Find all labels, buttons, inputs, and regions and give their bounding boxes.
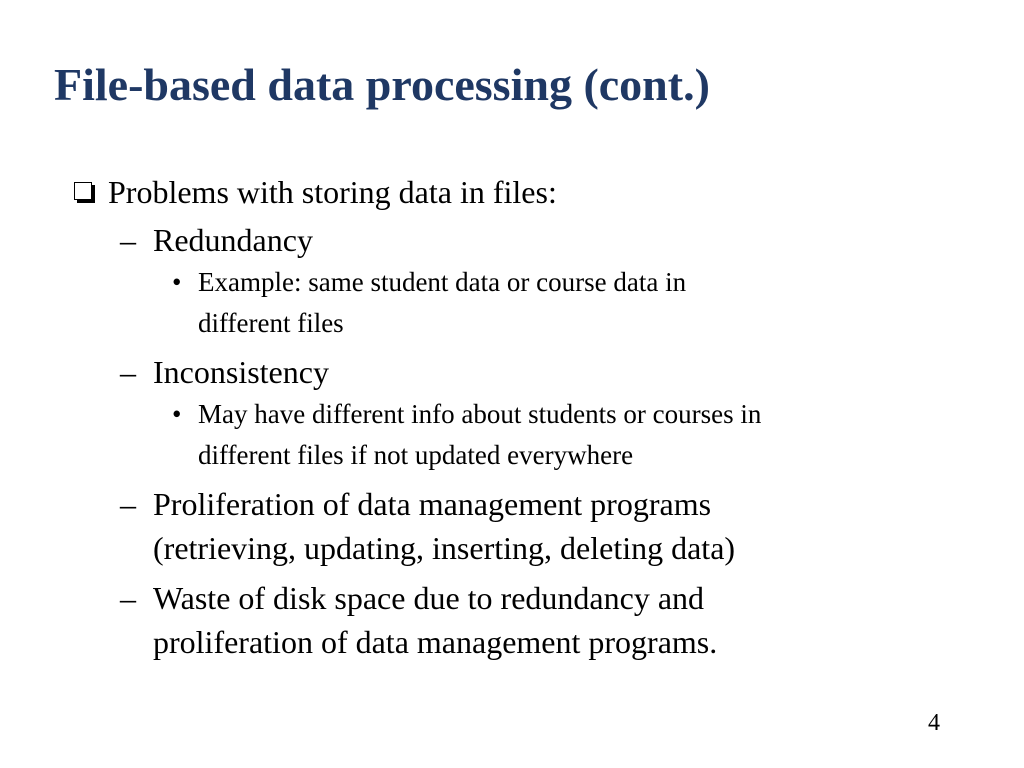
sub-bullet-text: (retrieving, updating, inserting, deleting data) [153,530,736,566]
sub-bullet-text: Redundancy [153,222,313,258]
sub-bullet-redundancy [72,218,972,262]
dash-bullet-icon: – [120,222,136,258]
dash-bullet-icon: – [120,354,136,390]
checkbox-bullet-icon [74,182,92,200]
detail-line: different files [198,308,344,338]
detail-line: different files if not updated everywhere [198,440,634,470]
detail-redundancy [72,262,972,344]
sub-bullet-inconsistency [72,350,972,394]
dash-bullet-icon: – [120,486,136,522]
sub-bullet-waste [72,576,972,664]
sub-bullet-text: proliferation of data management programs. [153,624,718,660]
slide-title: File-based data processing (cont.) [54,59,710,110]
dot-bullet-icon: • [172,267,182,297]
sub-bullet-text: Inconsistency [153,354,329,390]
page-number: 4 [928,710,940,736]
dot-bullet-icon: • [172,399,182,429]
sub-bullet-text: Waste of disk space due to redundancy and [153,580,705,616]
detail-line: Example: same student data or course data in [198,267,687,297]
detail-line: May have different info about students or courses in [198,399,762,429]
sub-bullet-text: Proliferation of data management programs [153,486,712,522]
main-bullet [72,170,972,214]
main-bullet-text: Problems with storing data in files: [108,174,557,210]
dash-bullet-icon: – [120,580,136,616]
detail-inconsistency [72,394,972,476]
sub-bullet-proliferation [72,482,972,570]
slide-content [72,170,972,664]
